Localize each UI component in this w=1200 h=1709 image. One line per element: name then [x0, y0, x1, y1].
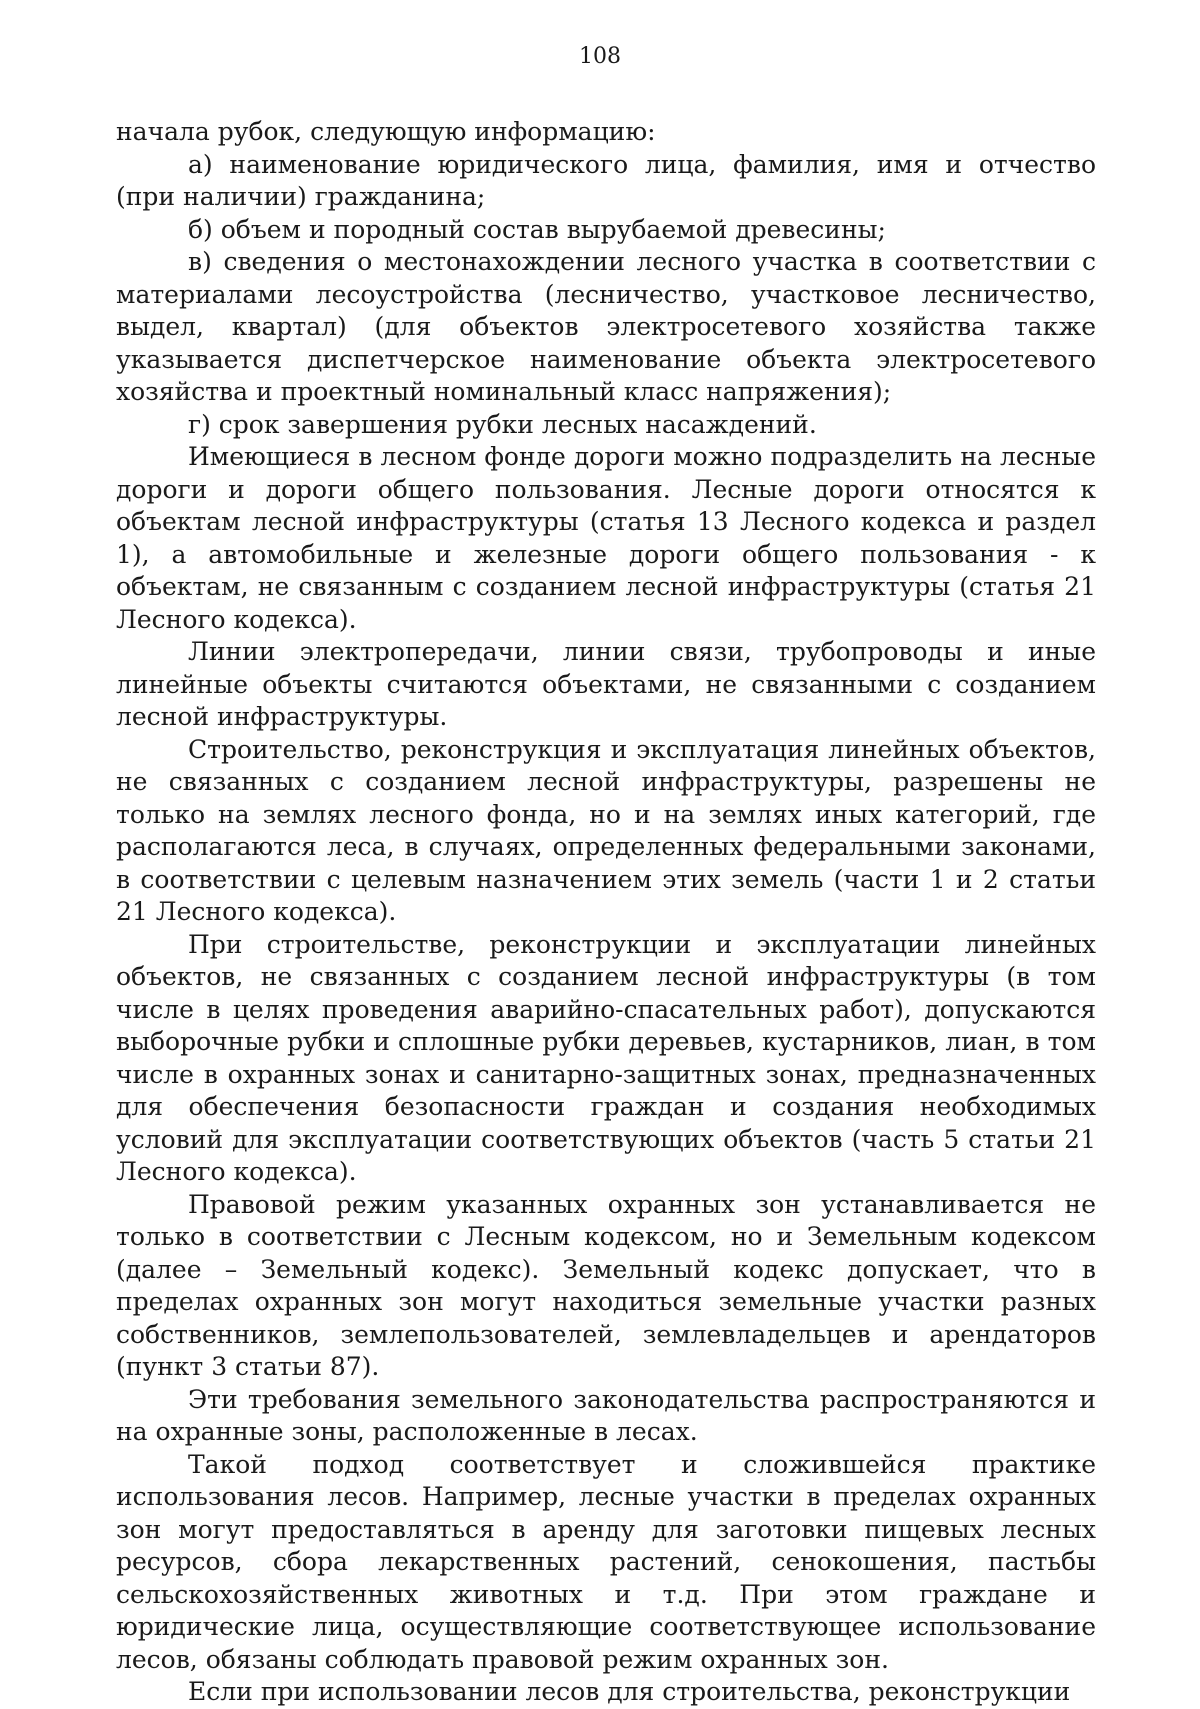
list-item-c: в) сведения о местонахождении лесного участка в соответствии с материалами лесоустройства (лесничество, участковое лесничество, выдел, квартал) (для объектов электросетевого хозяйства также указывается диспетчерское наименование объекта электросетевого хозяйства и проектный номинальный класс напряжения);: [116, 247, 1096, 406]
paragraph-practice: Такой подход соответствует и сложившейся практике использования лесов. Например, лесные участки в пределах охранных зон могут предоставляться в аренду для заготовки пищевых лесных ресурсов, сбора лекарственных растений, сенокошения, пастьбы сельскохозяйственных животных и т.д. При этом граждане и юридические лица, осуществляющие соответствующее использование лесов, обязаны соблюдать правовой режим охранных зон.: [116, 1449, 1096, 1674]
paragraph-requirements: Эти требования земельного законодательства распространяются и на охранные зоны, расположенные в лесах.: [116, 1384, 1096, 1446]
page-number: 108: [579, 44, 621, 69]
paragraph-final: Если при использовании лесов для строительства, реконструкции: [188, 1677, 1071, 1706]
paragraph-legal-regime: Правовой режим указанных охранных зон устанавливается не только в соответствии с Лесным кодексом, но и Земельным кодексом (далее – Земельный кодекс). Земельный кодекс допускает, что в пределах охранных зон могут находиться земельные участки разных собственников, землепользователей, землевладельцев и арендаторов (пункт 3 статьи 87).: [116, 1189, 1096, 1381]
list-item-d: г) срок завершения рубки лесных насаждений.: [188, 409, 817, 439]
paragraph-power-lines: Линии электропередачи, линии связи, трубопроводы и иные линейные объекты считаются объектами, не связанными с созданием лесной инфраструктуры.: [116, 637, 1096, 731]
list-item-b: б) объем и породный состав вырубаемой древесины;: [188, 214, 886, 244]
paragraph-roads: Имеющиеся в лесном фонде дороги можно подразделить на лесные дороги и дороги общего пользования. Лесные дороги относятся к объектам лесной инфраструктуры (статья 13 Лесного кодекса и раздел 1), а автомобильные и железные дороги общего пользования - к объектам, не связанным с созданием лесной инфраструктуры (статья 21 Лесного кодекса).: [116, 442, 1096, 634]
paragraph-continuation: начала рубок, следующую информацию:: [116, 117, 656, 146]
paragraph-cutting: При строительстве, реконструкции и эксплуатации линейных объектов, не связанных с созданием лесной инфраструктуры (в том числе в целях проведения аварийно-спасательных работ), допускаются выборочные рубки и сплошные рубки деревьев, кустарников, лиан, в том числе в охранных зонах и санитарно-защитных зонах, предназначенных для обеспечения безопасности граждан и создания необходимых условий для эксплуатации соответствующих объектов (часть 5 статьи 21 Лесного кодекса).: [116, 929, 1096, 1186]
paragraph-construction: Строительство, реконструкция и эксплуатация линейных объектов, не связанных с созданием лесной инфраструктуры, разрешены не только на землях лесного фонда, но и на землях иных категорий, где располагаются леса, в случаях, определенных федеральными законами, в соответствии с целевым назначением этих земель (части 1 и 2 статьи 21 Лесного кодекса).: [116, 734, 1096, 926]
body-text: [116, 116, 1096, 1709]
list-item-a: а) наименование юридического лица, фамилия, имя и отчество (при наличии) гражданина;: [116, 149, 1096, 211]
